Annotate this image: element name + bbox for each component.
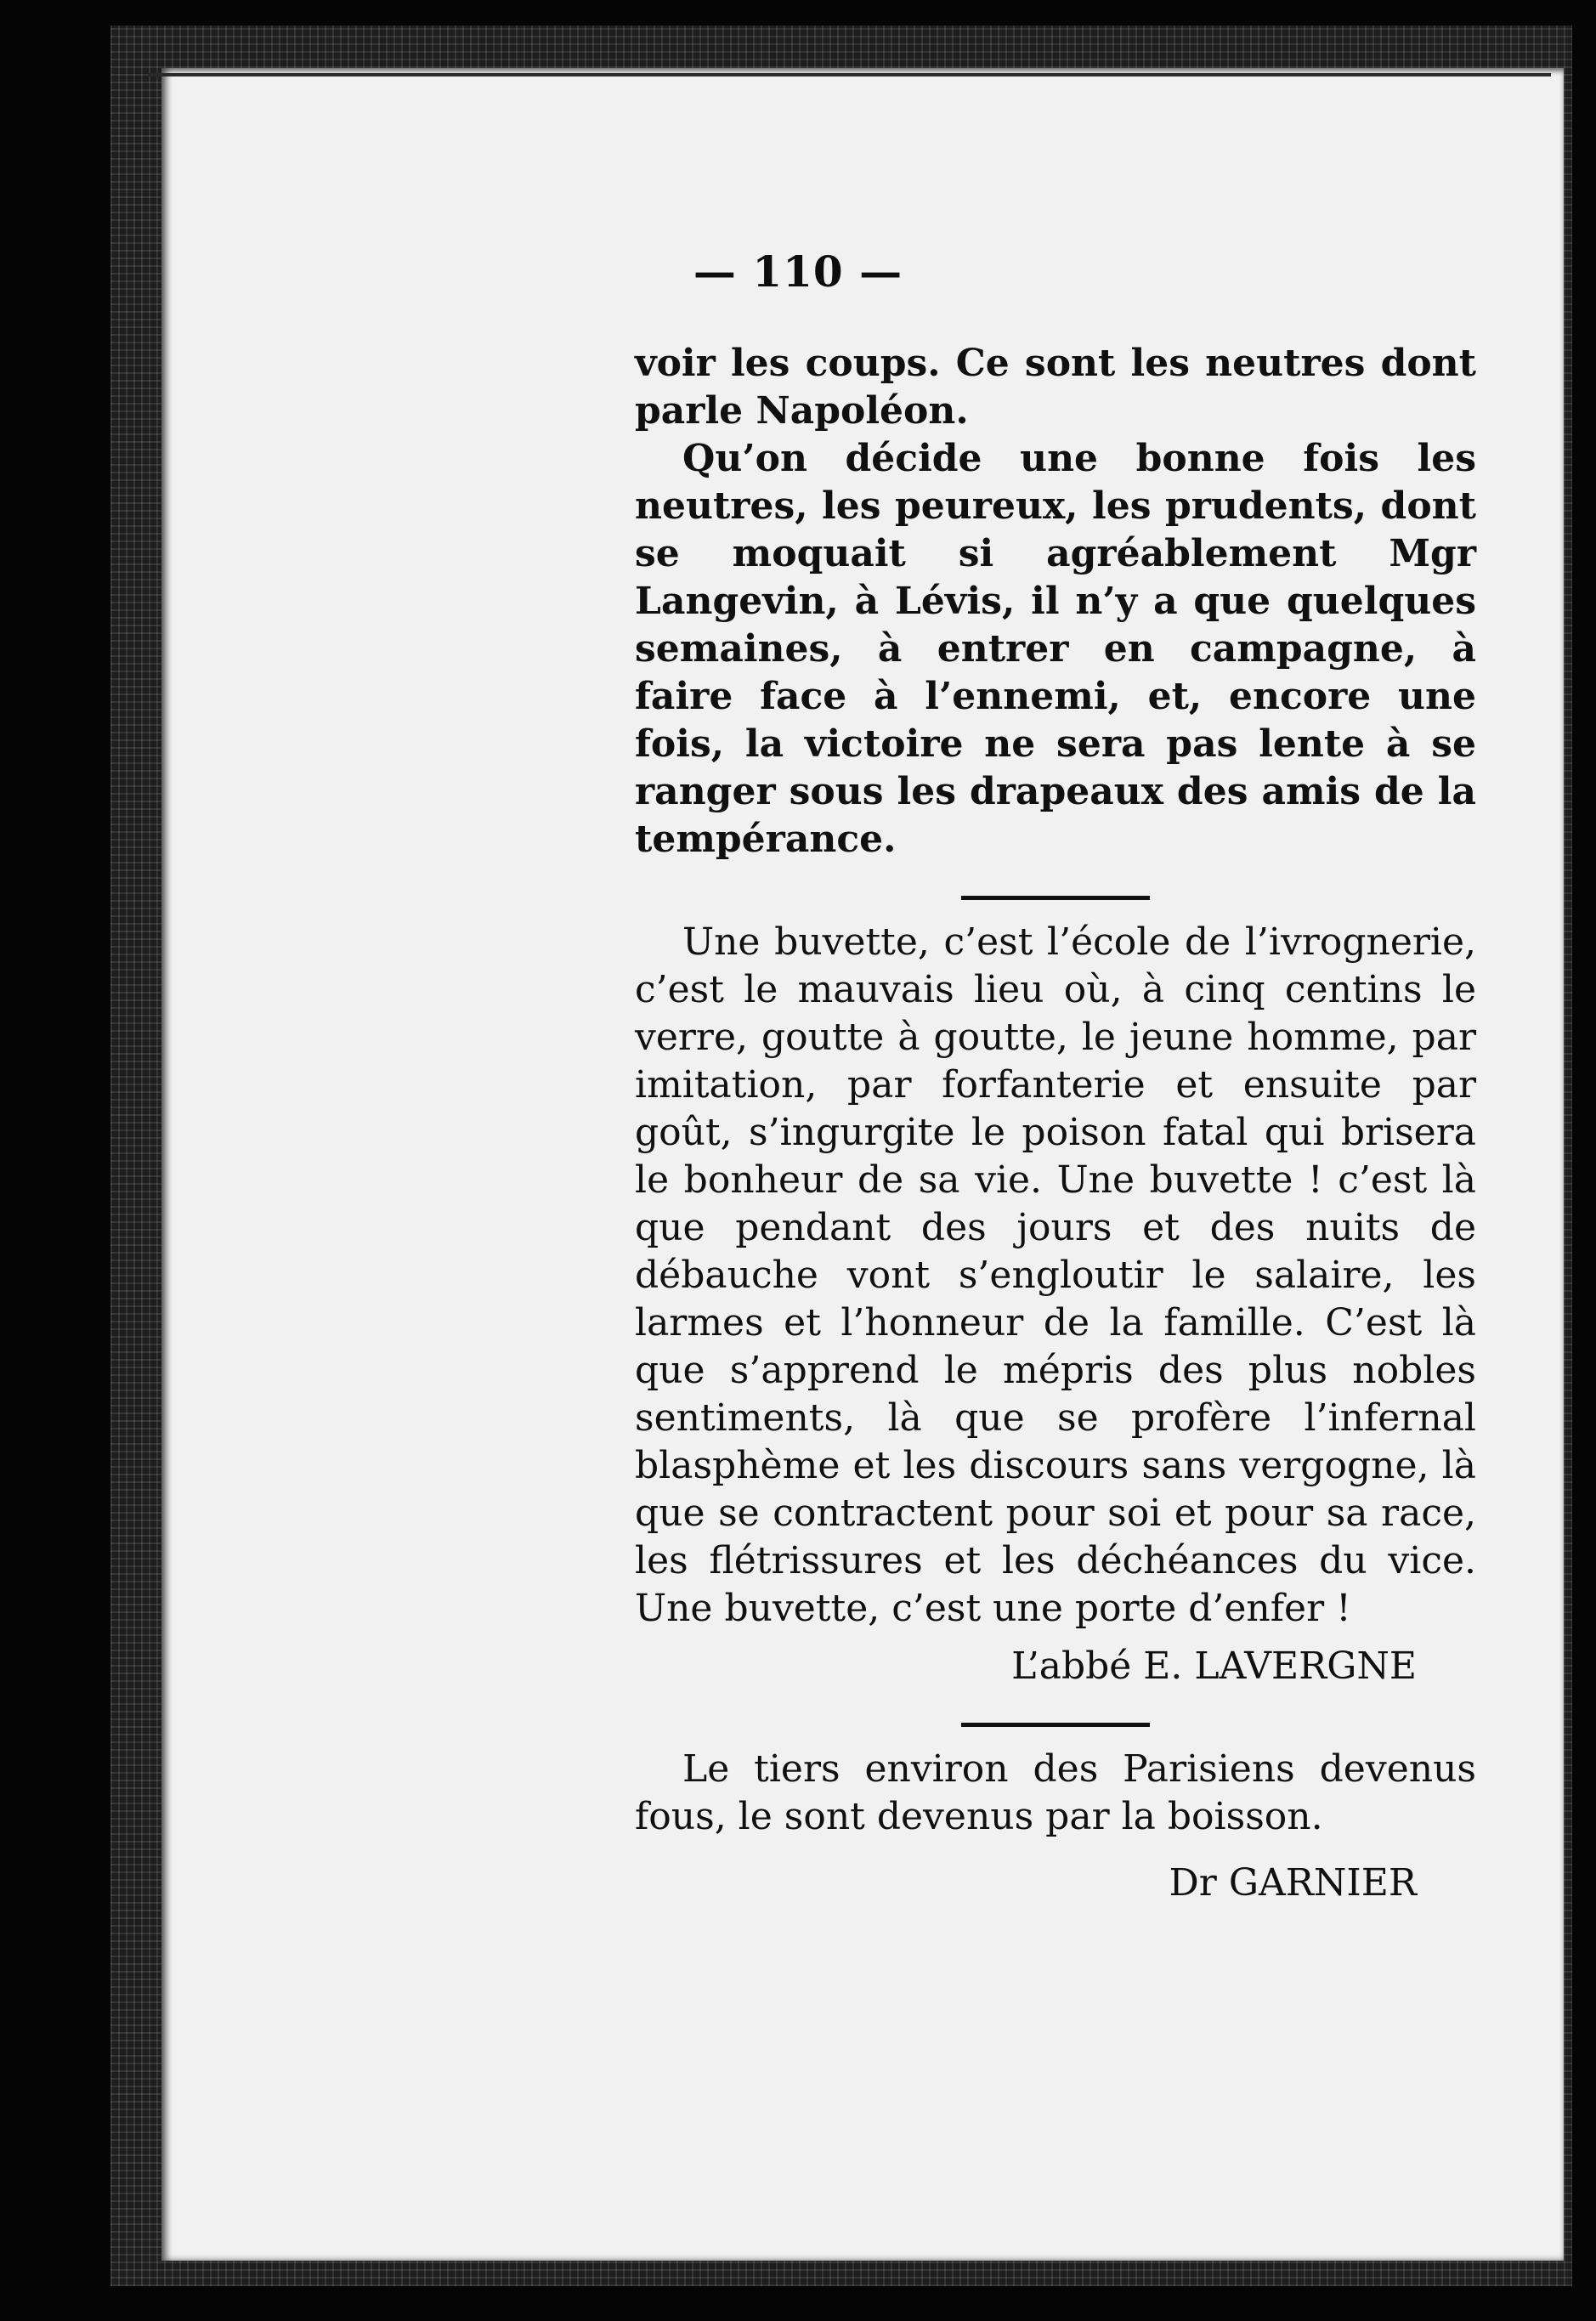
paragraph-buvette: Une buvette, c’est l’école de l’ivrognerie, c’est le mauvais lieu où, à cinq centins le verre, goutte à goutte, le jeune homme, par imitation, par forfanterie et ensuite par goût, s’ingurgite le poison fatal qui brisera le bonheur de sa vie. Une buvette ! c’est là que pendant des jours et des nuits de débauche vont s’engloutir le salaire, les larmes et l’honneur de la famille. C’est là que s’apprend le mépris des plus nobles sentiments, là que se profère l’infernal blasphème et les discours sans vergogne, là que se contractent pour soi et pour sa race, les flétrissures et les déchéances du vice. Une buvette, c’est une porte d’enfer ! <box>635 920 1476 1630</box>
paragraph-neutres: Qu’on décide une bonne fois les neutres, les peureux, les prudents, dont se moquait si agréablement Mgr Langevin, à Lévis, il n’y a que quelques semaines, à entrer en campagne, à faire face à l’ennemi, et, encore une fois, la victoire ne sera pas lente à se ranger sous les drapeaux des amis de la tempérance. <box>635 437 1476 861</box>
paragraph-continuation: voir les coups. Ce sont les neutres dont parle Napoléon. <box>635 342 1476 433</box>
paragraph-parisiens: Le tiers environ des Parisiens devenus fous, le sont devenus par la boisson. <box>635 1747 1476 1838</box>
signature-garnier: Dr GARNIER <box>1169 1861 1417 1905</box>
page-number: — 110 — <box>693 246 903 297</box>
page-number-header <box>0 246 1596 297</box>
signature-lavergne: L’abbé E. LAVERGNE <box>1011 1645 1417 1688</box>
section-divider <box>961 1723 1150 1727</box>
text-column <box>635 340 1476 1907</box>
section-divider <box>961 896 1150 900</box>
page-edge-rule <box>149 73 1551 76</box>
